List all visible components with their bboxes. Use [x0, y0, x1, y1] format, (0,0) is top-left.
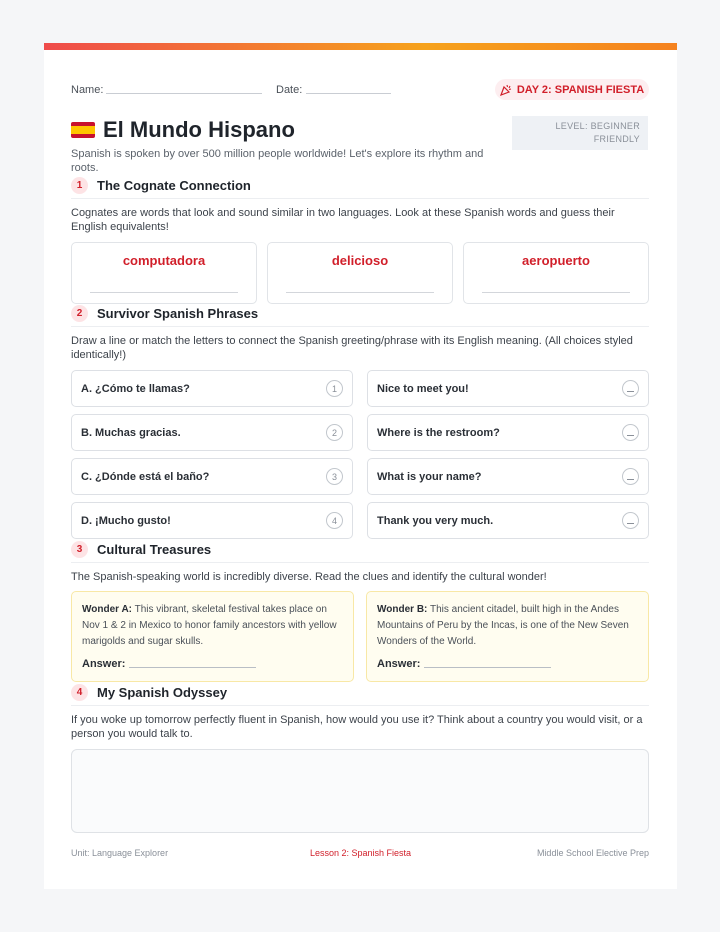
- date-label: Date:: [276, 84, 303, 96]
- section-2-intro: Draw a line or match the letters to connect the Spanish greeting/phrase with its English meaning. (All choices styled identically!): [71, 335, 633, 361]
- cognate-card: computadora: [71, 242, 257, 304]
- section-3-intro: The Spanish-speaking world is incredibly diverse. Read the clues and identify the cultural wonder!: [71, 571, 547, 583]
- name-label: Name:: [71, 84, 104, 96]
- match-blank[interactable]: [622, 424, 639, 441]
- clue-card: Wonder B: This ancient citadel, built high in the Andes Mountains of Peru by the Incas, is one of the New Seven Wonders of the World. Answer:: [366, 591, 649, 682]
- cognate-answer-line[interactable]: [482, 292, 630, 293]
- footer-course: Middle School Elective Prep: [536, 848, 649, 858]
- section-4-heading: 4 My Spanish Odyssey: [71, 684, 227, 701]
- section-1-heading: 1 The Cognate Connection: [71, 177, 251, 194]
- section-1-intro: Cognates are words that look and sound similar in two languages. Look at these Spanish words and guess their English equivalents!: [71, 207, 615, 233]
- spanish-phrase[interactable]: A. ¿Cómo te llamas? 1: [71, 370, 353, 407]
- cognate-answer-line[interactable]: [90, 292, 238, 293]
- english-meaning[interactable]: What is your name?: [367, 458, 649, 495]
- answer-line[interactable]: [129, 667, 256, 668]
- match-blank[interactable]: [622, 468, 639, 485]
- footer-unit: Unit: Language Explorer: [71, 848, 169, 858]
- day-badge: DAY 2: SPANISH FIESTA: [495, 79, 649, 100]
- cognate-card: aeropuerto: [463, 242, 649, 304]
- match-blank[interactable]: [622, 380, 639, 397]
- cognate-card: delicioso: [267, 242, 453, 304]
- date-field[interactable]: [306, 93, 391, 94]
- clue-card: Wonder A: This vibrant, skeletal festival takes place on Nov 1 & 2 in Mexico to honor family ancestors with yellow marigolds and sugar skulls. Answer:: [71, 591, 354, 682]
- worksheet-page: [44, 43, 677, 889]
- page-subtitle: Spanish is spoken by over 500 million people worldwide! Let's explore its rhythm and roots.: [71, 148, 484, 174]
- section-3-heading: 3 Cultural Treasures: [71, 541, 211, 558]
- cognate-answer-line[interactable]: [286, 292, 434, 293]
- section-2-heading: 2 Survivor Spanish Phrases: [71, 305, 258, 322]
- match-blank[interactable]: [622, 512, 639, 529]
- answer-line[interactable]: [424, 667, 551, 668]
- accent-bar: [44, 43, 677, 50]
- english-meaning[interactable]: Nice to meet you!: [367, 370, 649, 407]
- footer-lesson: Lesson 2: Spanish Fiesta: [309, 848, 412, 858]
- section-4-intro: If you woke up tomorrow perfectly fluent in Spanish, how would you use it? Think about a country you would visit, or a person you would talk to.: [71, 714, 643, 740]
- page-title: El Mundo Hispano: [71, 117, 295, 143]
- spanish-phrase[interactable]: C. ¿Dónde está el baño? 3: [71, 458, 353, 495]
- spanish-phrase[interactable]: B. Muchas gracias. 2: [71, 414, 353, 451]
- english-meaning[interactable]: Thank you very much.: [367, 502, 649, 539]
- english-meaning[interactable]: Where is the restroom?: [367, 414, 649, 451]
- level-box: LEVEL: BEGINNER FRIENDLY: [512, 116, 648, 150]
- name-field[interactable]: [106, 93, 262, 94]
- party-popper-icon: [500, 84, 512, 96]
- spanish-phrase[interactable]: D. ¡Mucho gusto! 4: [71, 502, 353, 539]
- odyssey-response-box[interactable]: [71, 749, 649, 833]
- spain-flag-icon: [71, 122, 95, 138]
